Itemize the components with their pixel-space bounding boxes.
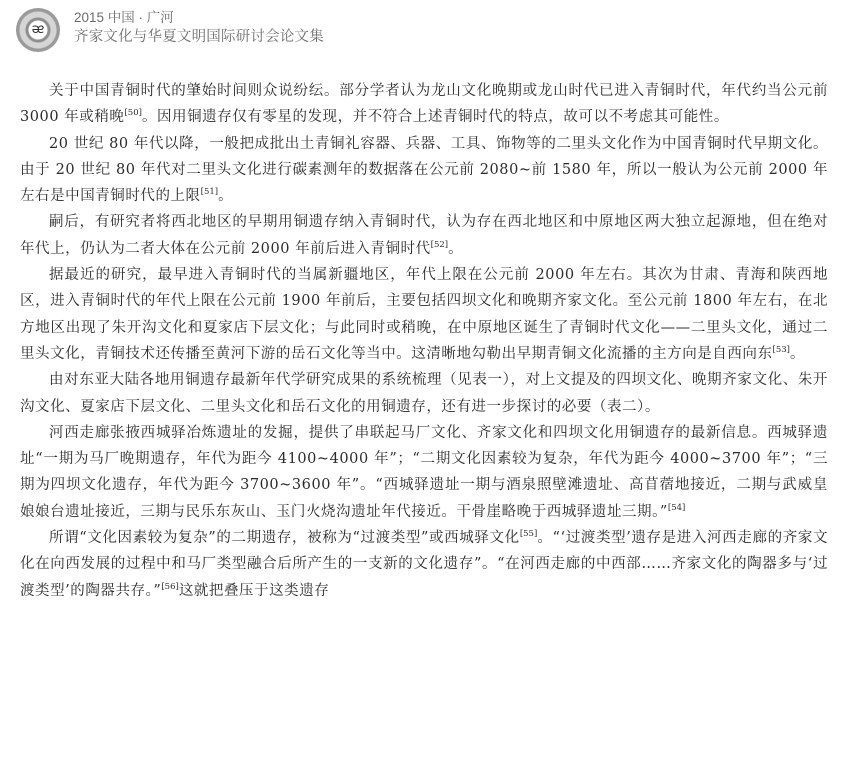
paragraph-text: 。因用铜遗存仅有零星的发现，并不符合上述青铜时代的特点，故可以不考虑其可能性。: [141, 109, 729, 126]
paragraph-text: 。“‘过渡类型’遗存是进入河西走廊的齐家文化在向西发展的过程中和马厂类型融合后所产生的一支新的文化遗存”。“在河西走廊的中西部……齐家文化的陶器多与‘过渡类型’的陶器共存。”: [20, 530, 828, 599]
paragraph-text: 所谓“文化因素较为复杂”的二期遗存，被称为“过渡类型”或西城驿文化: [49, 530, 520, 547]
footnote-ref: [56]: [161, 581, 179, 592]
footnote-ref: [50]: [124, 108, 142, 119]
footnote-ref: [54]: [667, 502, 686, 513]
paragraph-text: 20 世纪 80 年代以降，一般把成批出土青铜礼容器、兵器、工具、饰物等的二里头文化作为中国青铜时代早期文化。由于 20 世纪 80 年代对二里头文化进行碳素测年的数据落在公元前 2080~前 1580 年，所以一般认为公元前 2000 年左右是中国青铜时代的上限: [20, 135, 828, 205]
header-year-place: 2015 中国 · 广河: [74, 10, 174, 25]
body-paragraph: [20, 78, 828, 131]
header-proceedings-title: 齐家文化与华夏文明国际研讨会论文集: [74, 29, 324, 45]
paragraph-text: 由对东亚大陆各地用铜遗存最新年代学研究成果的系统梳理（见表一），对上文提及的四坝文化、晚期齐家文化、朱开沟文化、夏家店下层文化、二里头文化和岳石文化的用铜遗存，还有进一步探讨的必要（表二）。: [20, 372, 828, 415]
body-paragraph: [20, 209, 828, 262]
paragraph-text: 。: [448, 240, 464, 257]
logo-mark: ᴂ: [31, 22, 45, 37]
running-header: [74, 9, 324, 47]
footnote-ref: [52]: [430, 239, 449, 250]
footnote-ref: [53]: [772, 345, 790, 356]
page-header: [16, 8, 324, 52]
paragraph-text: 。: [789, 345, 806, 362]
body-paragraph: [20, 420, 828, 525]
footnote-ref: [51]: [200, 187, 219, 198]
body-paragraph: [20, 367, 828, 420]
conference-logo-icon: [16, 8, 60, 52]
paragraph-text: 关于中国青铜时代的肇始时间则众说纷纭。部分学者认为龙山文化晚期或龙山时代已进入青铜时代，年代约当公元前 3000 年或稍晚: [20, 83, 828, 126]
paragraph-text: 河西走廊张掖西城驿冶炼遗址的发掘，提供了串联起马厂文化、齐家文化和四坝文化用铜遗存的最新信息。西城驿遗址“一期为马厂晚期遗存，年代为距今 4100~4000 年”；“二期文化因素较为复杂，年代为距今 4000~3700 年”；“三期为四坝文化遗存，年代为距今 3700~3600 年”。“西城驿遗址一期与酒泉照壁滩遗址、高苜蓿地接近，二期与武威皇娘娘台遗址接近，三期与民乐东灰山、玉门火烧沟遗址年代接近。干骨崖略晚于西城驿遗址三期。”: [20, 424, 828, 520]
body-paragraph: [20, 262, 828, 367]
paragraph-text: 嗣后，有研究者将西北地区的早期用铜遗存纳入青铜时代，认为存在西北地区和中原地区两大独立起源地，但在绝对年代上，仍认为二者大体在公元前 2000 年前后进入青铜时代: [20, 214, 828, 257]
paragraph-text: 。: [218, 188, 234, 205]
paragraph-text: 这就把叠压于这类遗存: [178, 582, 330, 599]
body-paragraph: [20, 525, 828, 604]
body-text: [20, 78, 828, 604]
paragraph-text: 据最近的研究，最早进入青铜时代的当属新疆地区，年代上限在公元前 2000 年左右。其次为甘肃、青海和陕西地区，进入青铜时代的年代上限在公元前 1900 年前后，主要包括四坝文化和晚期齐家文化。至公元前 1800 年左右，在北方地区出现了朱开沟文化和夏家店下层文化；与此同时或稍晚，在中原地区诞生了青铜时代文化——二里头文化，通过二里头文化，青铜技术还传播至黄河下游的岳石文化等当中。这清晰地勾勒出早期青铜文化流播的主方向是自西向东: [20, 267, 828, 362]
body-paragraph: [20, 131, 828, 210]
footnote-ref: [55]: [519, 529, 538, 540]
